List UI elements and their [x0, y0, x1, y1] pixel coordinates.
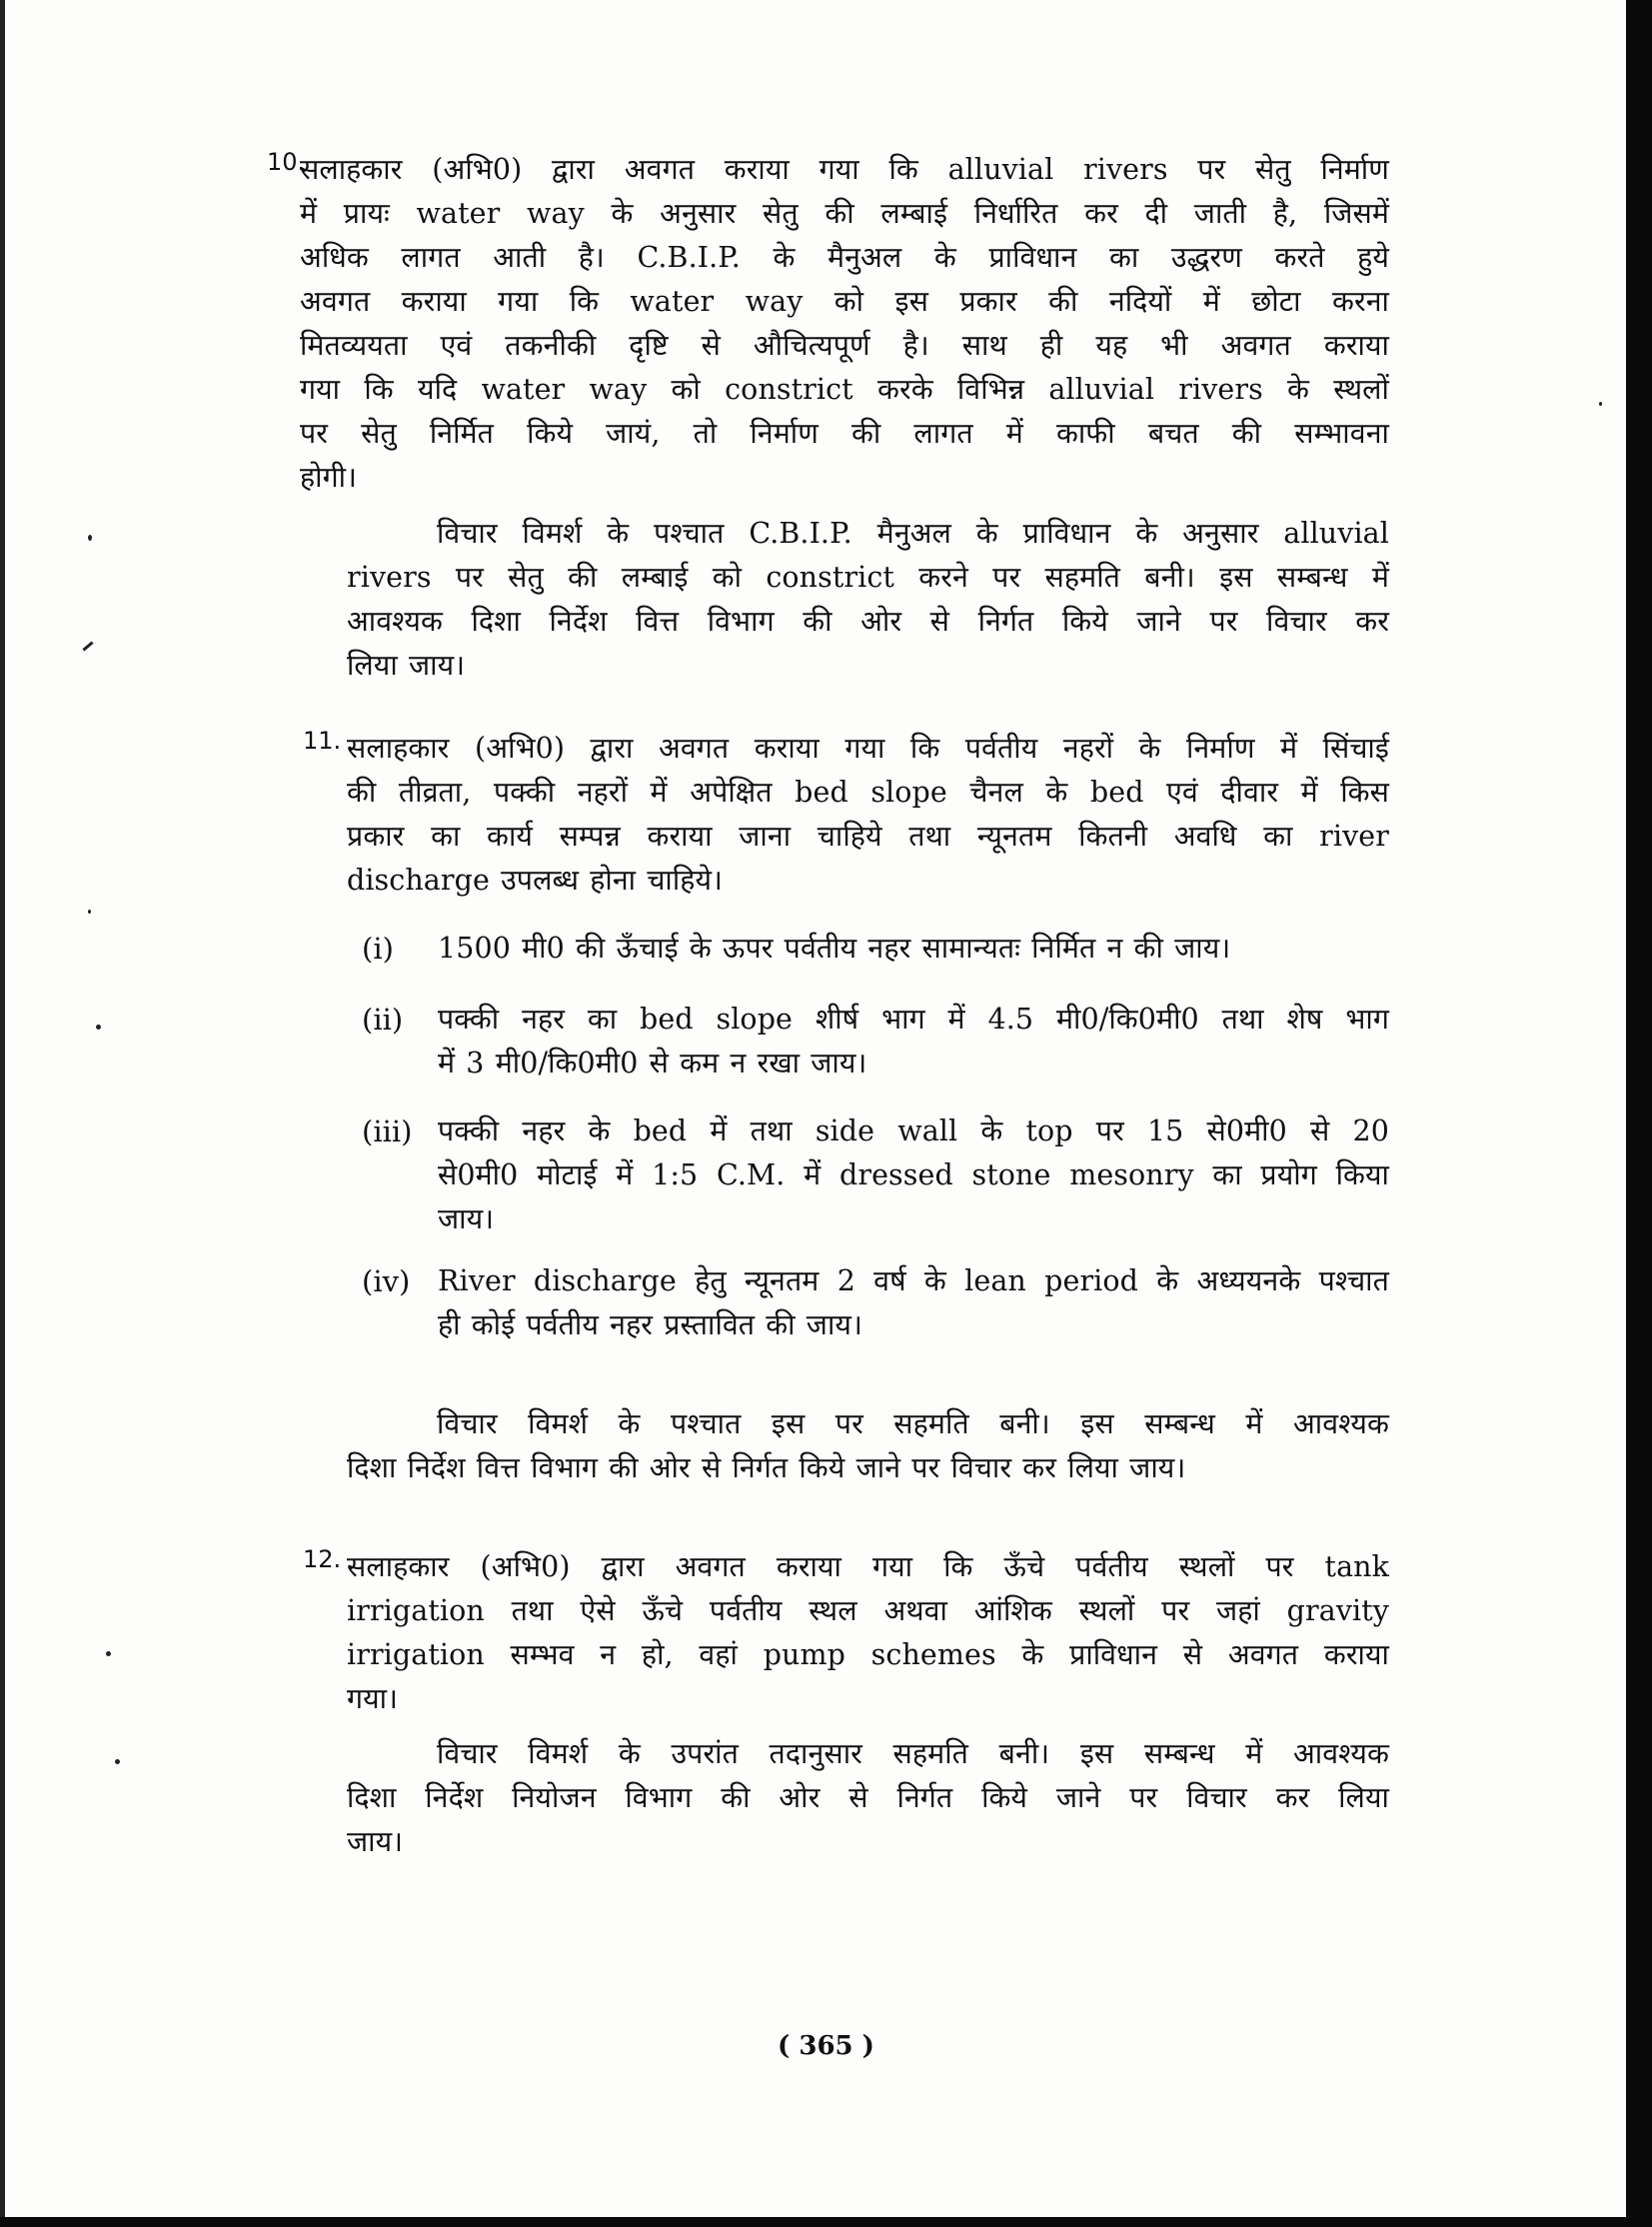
item-10: [267, 148, 1389, 500]
text-line: विचार विमर्श के पश्चात C.B.I.P. मैनुअल के प्राविधान के अनुसार alluvial: [437, 517, 1389, 550]
scan-speck: [96, 1025, 101, 1030]
item-number: 10.: [267, 148, 306, 176]
text-line: प्रकार का कार्य सम्पन्न कराया जाना चाहिये तथा न्यूनतम कितनी अवधि का river: [347, 820, 1389, 853]
text-line: सलाहकार (अभि0) द्वारा अवगत कराया गया कि पर्वतीय नहरों के निर्माण में सिंचाई: [347, 732, 1389, 765]
scan-speck: [1599, 402, 1602, 406]
item-10-decision: [347, 512, 1389, 688]
text-line: विचार विमर्श के पश्चात इस पर सहमति बनी। इस सम्बन्ध में आवश्यक: [437, 1407, 1389, 1440]
text-line: ही कोई पर्वतीय नहर प्रस्तावित की जाय।: [438, 1308, 862, 1341]
subitem-numeral: (iii): [362, 1114, 413, 1148]
scan-mark: [82, 641, 93, 651]
subitem-body: [438, 927, 1389, 971]
item-11-decision: [347, 1402, 1389, 1490]
text-line: discharge उपलब्ध होना चाहिये।: [347, 864, 724, 897]
text-line: पर सेतु निर्मित किये जायं, तो निर्माण की लागत में काफी बचत की सम्भावना: [300, 417, 1389, 450]
item-12: [303, 1545, 1389, 1721]
text-line: गया।: [347, 1682, 399, 1715]
text-line: अवगत कराया गया कि water way को इस प्रकार की नदियों में छोटा करना: [300, 285, 1389, 318]
scan-right-edge: [1626, 0, 1652, 2227]
item-11: [303, 727, 1389, 903]
text-line: जाय।: [438, 1202, 495, 1235]
item-number: 11.: [303, 727, 342, 755]
text-line: में प्रायः water way के अनुसार सेतु की लम्बाई निर्धारित कर दी जाती है, जिसमें: [300, 197, 1389, 230]
item-body: [347, 1545, 1389, 1721]
text-line: में 3 मी0/कि0मी0 से कम न रखा जाय।: [438, 1047, 867, 1080]
subitem-numeral: (ii): [362, 1003, 404, 1037]
text-line: दिशा निर्देश वित्त विभाग की ओर से निर्गत किये जाने पर विचार कर लिया जाय।: [347, 1451, 1186, 1484]
text-line: आवश्यक दिशा निर्देश वित्त विभाग की ओर से निर्गत किये जाने पर विचार कर: [347, 605, 1389, 638]
subitem-body: [438, 1110, 1389, 1241]
text-line: सलाहकार (अभि0) द्वारा अवगत कराया गया कि alluvial rivers पर सेतु निर्माण: [300, 153, 1389, 186]
page-number: ( 365 ): [778, 2031, 874, 2061]
scan-left-edge: [0, 0, 5, 2227]
text-line: मितव्ययता एवं तकनीकी दृष्टि से औचित्यपूर्ण है। साथ ही यह भी अवगत कराया: [300, 329, 1389, 362]
scan-bottom-edge: [0, 2217, 1652, 2227]
scan-speck: [106, 1651, 111, 1656]
subitem-numeral: (i): [362, 932, 394, 966]
text-line: होगी।: [300, 461, 358, 494]
text-line: से0मी0 मोटाई में 1:5 C.M. में dressed stone mesonry का प्रयोग किया: [438, 1158, 1389, 1191]
item-number: 12.: [303, 1545, 342, 1573]
text-line: rivers पर सेतु की लम्बाई को constrict करने पर सहमति बनी। इस सम्बन्ध में: [347, 561, 1389, 594]
scan-speck: [88, 910, 91, 914]
text-line: River discharge हेतु न्यूनतम 2 वर्ष के lean period के अध्ययनके पश्चात: [438, 1264, 1389, 1297]
item-body: [300, 148, 1389, 500]
scan-speck: [88, 535, 92, 541]
subitem-numeral: (iv): [362, 1264, 411, 1298]
text-line: गया कि यदि water way को constrict करके विभिन्न alluvial rivers के स्थलों: [300, 373, 1389, 406]
text-line: की तीव्रता, पक्की नहरों में अपेक्षित bed slope चैनल के bed एवं दीवार में किस: [347, 776, 1389, 809]
text-line: विचार विमर्श के उपरांत तदानुसार सहमति बनी। इस सम्बन्ध में आवश्यक: [437, 1737, 1389, 1770]
scan-speck: [115, 1759, 120, 1764]
item-12-decision: [347, 1732, 1389, 1864]
text-line: लिया जाय।: [347, 649, 466, 682]
subitem-body: [438, 1259, 1389, 1347]
text-line: irrigation सम्भव न हो, वहां pump schemes के प्राविधान से अवगत कराया: [347, 1638, 1389, 1671]
text-line: दिशा निर्देश नियोजन विभाग की ओर से निर्गत किये जाने पर विचार कर लिया: [347, 1781, 1389, 1814]
text-line: जाय।: [347, 1825, 404, 1858]
text-line: सलाहकार (अभि0) द्वारा अवगत कराया गया कि ऊँचे पर्वतीय स्थलों पर tank: [347, 1550, 1389, 1583]
text-line: irrigation तथा ऐसे ऊँचे पर्वतीय स्थल अथवा आंशिक स्थलों पर जहां gravity: [347, 1594, 1389, 1627]
subitem-body: [438, 998, 1389, 1086]
text-line: अधिक लागत आती है। C.B.I.P. के मैनुअल के प्राविधान का उद्धरण करते हुये: [300, 241, 1389, 274]
text-line: 1500 मी0 की ऊँचाई के ऊपर पर्वतीय नहर सामान्यतः निर्मित न की जाय।: [438, 932, 1231, 965]
text-line: पक्की नहर का bed slope शीर्ष भाग में 4.5 मी0/कि0मी0 तथा शेष भाग: [438, 1003, 1389, 1036]
item-body: [347, 727, 1389, 903]
text-line: पक्की नहर के bed में तथा side wall के top पर 15 से0मी0 से 20: [438, 1114, 1389, 1147]
